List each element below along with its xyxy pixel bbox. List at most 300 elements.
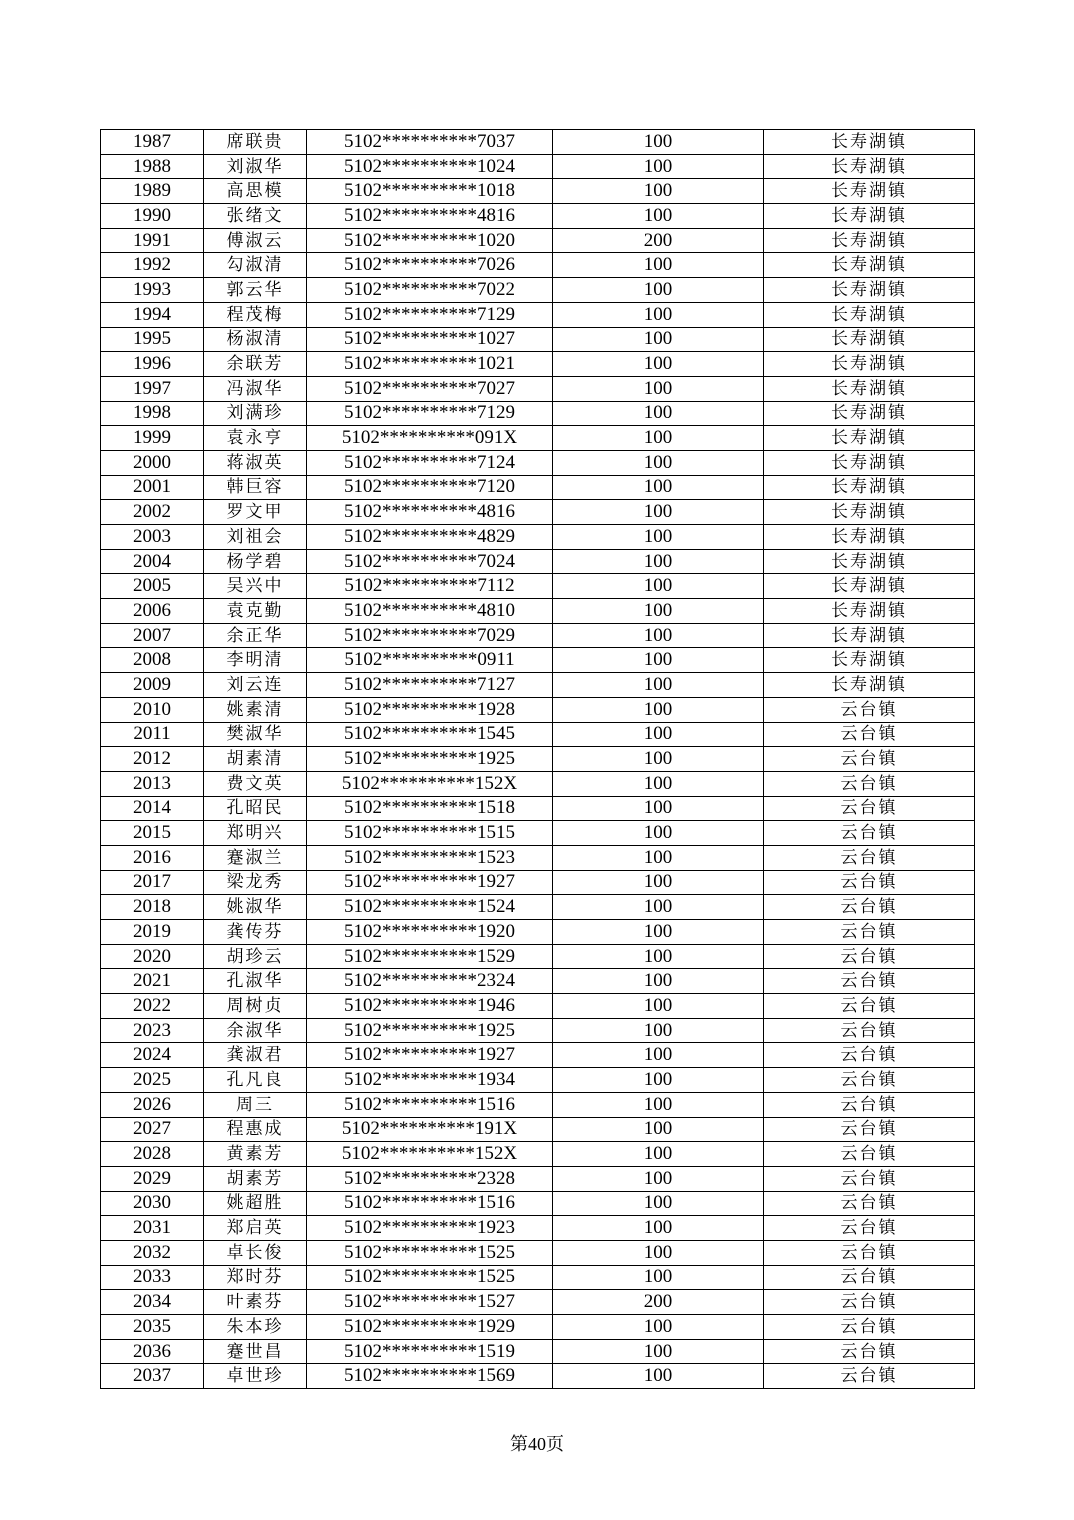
table-row — [101, 796, 975, 821]
amount-cell: 100 — [553, 920, 764, 945]
town-cell: 云台镇 — [764, 796, 975, 821]
name-cell: 刘祖会 — [204, 525, 307, 550]
table-row — [101, 994, 975, 1019]
row-number-cell: 1994 — [101, 302, 204, 327]
amount-cell: 100 — [553, 994, 764, 1019]
table-row — [101, 1043, 975, 1068]
row-number-cell: 2018 — [101, 895, 204, 920]
id-number-cell: 5102**********7127 — [307, 673, 553, 698]
id-number-cell: 5102**********7129 — [307, 401, 553, 426]
name-cell: 卓世珍 — [204, 1364, 307, 1389]
id-number-cell: 5102**********1925 — [307, 747, 553, 772]
town-cell: 云台镇 — [764, 1315, 975, 1340]
name-cell: 吴兴中 — [204, 574, 307, 599]
amount-cell: 100 — [553, 525, 764, 550]
id-number-cell: 5102**********7022 — [307, 278, 553, 303]
row-number-cell: 2030 — [101, 1191, 204, 1216]
row-number-cell: 1990 — [101, 204, 204, 229]
amount-cell: 100 — [553, 1364, 764, 1389]
table-row — [101, 1216, 975, 1241]
amount-cell: 100 — [553, 352, 764, 377]
name-cell: 胡珍云 — [204, 944, 307, 969]
table-row — [101, 525, 975, 550]
town-cell: 长寿湖镇 — [764, 599, 975, 624]
town-cell: 云台镇 — [764, 1117, 975, 1142]
amount-cell: 200 — [553, 228, 764, 253]
id-number-cell: 5102**********7037 — [307, 130, 553, 155]
id-number-cell: 5102**********1027 — [307, 327, 553, 352]
row-number-cell: 2011 — [101, 722, 204, 747]
id-number-cell: 5102**********1529 — [307, 944, 553, 969]
amount-cell: 100 — [553, 549, 764, 574]
row-number-cell: 2004 — [101, 549, 204, 574]
amount-cell: 100 — [553, 599, 764, 624]
name-cell: 卓长俊 — [204, 1240, 307, 1265]
row-number-cell: 2001 — [101, 475, 204, 500]
amount-cell: 100 — [553, 500, 764, 525]
row-number-cell: 1996 — [101, 352, 204, 377]
name-cell: 周树贞 — [204, 994, 307, 1019]
row-number-cell: 2036 — [101, 1339, 204, 1364]
amount-cell: 100 — [553, 771, 764, 796]
row-number-cell: 2026 — [101, 1092, 204, 1117]
town-cell: 云台镇 — [764, 1166, 975, 1191]
amount-cell: 100 — [553, 475, 764, 500]
town-cell: 长寿湖镇 — [764, 130, 975, 155]
row-number-cell: 2023 — [101, 1018, 204, 1043]
name-cell: 余联芳 — [204, 352, 307, 377]
table-row — [101, 1142, 975, 1167]
row-number-cell: 2027 — [101, 1117, 204, 1142]
amount-cell: 100 — [553, 1315, 764, 1340]
name-cell: 席联贵 — [204, 130, 307, 155]
town-cell: 长寿湖镇 — [764, 253, 975, 278]
town-cell: 云台镇 — [764, 1364, 975, 1389]
table-row — [101, 895, 975, 920]
table-row — [101, 1068, 975, 1093]
name-cell: 刘云连 — [204, 673, 307, 698]
amount-cell: 100 — [553, 327, 764, 352]
amount-cell: 100 — [553, 1043, 764, 1068]
amount-cell: 100 — [553, 574, 764, 599]
records-table — [100, 129, 975, 1389]
row-number-cell: 2032 — [101, 1240, 204, 1265]
name-cell: 杨淑清 — [204, 327, 307, 352]
id-number-cell: 5102**********1920 — [307, 920, 553, 945]
id-number-cell: 5102**********4829 — [307, 525, 553, 550]
id-number-cell: 5102**********4810 — [307, 599, 553, 624]
town-cell: 云台镇 — [764, 1092, 975, 1117]
town-cell: 云台镇 — [764, 1142, 975, 1167]
amount-cell: 100 — [553, 969, 764, 994]
table-row — [101, 623, 975, 648]
table-row — [101, 1117, 975, 1142]
id-number-cell: 5102**********7129 — [307, 302, 553, 327]
amount-cell: 100 — [553, 1216, 764, 1241]
name-cell: 刘满珍 — [204, 401, 307, 426]
id-number-cell: 5102**********1021 — [307, 352, 553, 377]
row-number-cell: 2002 — [101, 500, 204, 525]
town-cell: 云台镇 — [764, 747, 975, 772]
row-number-cell: 2021 — [101, 969, 204, 994]
amount-cell: 100 — [553, 1240, 764, 1265]
name-cell: 叶素芬 — [204, 1290, 307, 1315]
table-row — [101, 1290, 975, 1315]
id-number-cell: 5102**********2328 — [307, 1166, 553, 1191]
amount-cell: 100 — [553, 648, 764, 673]
name-cell: 孔昭民 — [204, 796, 307, 821]
row-number-cell: 2014 — [101, 796, 204, 821]
id-number-cell: 5102**********7112 — [307, 574, 553, 599]
table-row — [101, 1339, 975, 1364]
amount-cell: 100 — [553, 450, 764, 475]
name-cell: 蒋淑英 — [204, 450, 307, 475]
amount-cell: 100 — [553, 401, 764, 426]
id-number-cell: 5102**********1020 — [307, 228, 553, 253]
table-row — [101, 154, 975, 179]
row-number-cell: 2003 — [101, 525, 204, 550]
name-cell: 胡素芳 — [204, 1166, 307, 1191]
town-cell: 长寿湖镇 — [764, 352, 975, 377]
name-cell: 傅淑云 — [204, 228, 307, 253]
name-cell: 黄素芳 — [204, 1142, 307, 1167]
name-cell: 周三 — [204, 1092, 307, 1117]
town-cell: 长寿湖镇 — [764, 673, 975, 698]
name-cell: 郑启英 — [204, 1216, 307, 1241]
name-cell: 姚素清 — [204, 697, 307, 722]
table-row — [101, 204, 975, 229]
table-row — [101, 1092, 975, 1117]
name-cell: 梁龙秀 — [204, 870, 307, 895]
id-number-cell: 5102**********1545 — [307, 722, 553, 747]
amount-cell: 100 — [553, 821, 764, 846]
row-number-cell: 2016 — [101, 845, 204, 870]
town-cell: 云台镇 — [764, 1216, 975, 1241]
town-cell: 云台镇 — [764, 1290, 975, 1315]
table-row — [101, 1240, 975, 1265]
id-number-cell: 5102**********152X — [307, 771, 553, 796]
name-cell: 高思模 — [204, 179, 307, 204]
name-cell: 勾淑清 — [204, 253, 307, 278]
row-number-cell: 1989 — [101, 179, 204, 204]
row-number-cell: 2009 — [101, 673, 204, 698]
row-number-cell: 2019 — [101, 920, 204, 945]
id-number-cell: 5102**********1527 — [307, 1290, 553, 1315]
town-cell: 云台镇 — [764, 1265, 975, 1290]
town-cell: 长寿湖镇 — [764, 228, 975, 253]
name-cell: 孔淑华 — [204, 969, 307, 994]
name-cell: 李明清 — [204, 648, 307, 673]
amount-cell: 100 — [553, 1339, 764, 1364]
row-number-cell: 2029 — [101, 1166, 204, 1191]
name-cell: 冯淑华 — [204, 376, 307, 401]
amount-cell: 100 — [553, 673, 764, 698]
town-cell: 云台镇 — [764, 697, 975, 722]
amount-cell: 100 — [553, 722, 764, 747]
row-number-cell: 1997 — [101, 376, 204, 401]
id-number-cell: 5102**********152X — [307, 1142, 553, 1167]
amount-cell: 100 — [553, 154, 764, 179]
amount-cell: 100 — [553, 1191, 764, 1216]
town-cell: 云台镇 — [764, 870, 975, 895]
table-row — [101, 376, 975, 401]
name-cell: 程茂梅 — [204, 302, 307, 327]
table-row — [101, 821, 975, 846]
id-number-cell: 5102**********1516 — [307, 1191, 553, 1216]
id-number-cell: 5102**********1518 — [307, 796, 553, 821]
row-number-cell: 2034 — [101, 1290, 204, 1315]
name-cell: 胡素清 — [204, 747, 307, 772]
name-cell: 龚淑君 — [204, 1043, 307, 1068]
town-cell: 长寿湖镇 — [764, 549, 975, 574]
amount-cell: 100 — [553, 845, 764, 870]
amount-cell: 100 — [553, 426, 764, 451]
id-number-cell: 5102**********7120 — [307, 475, 553, 500]
row-number-cell: 1999 — [101, 426, 204, 451]
id-number-cell: 5102**********7124 — [307, 450, 553, 475]
table-row — [101, 500, 975, 525]
row-number-cell: 1992 — [101, 253, 204, 278]
amount-cell: 100 — [553, 1166, 764, 1191]
town-cell: 长寿湖镇 — [764, 500, 975, 525]
amount-cell: 100 — [553, 130, 764, 155]
table-row — [101, 352, 975, 377]
table-row — [101, 253, 975, 278]
table-row — [101, 722, 975, 747]
name-cell: 袁永亨 — [204, 426, 307, 451]
town-cell: 长寿湖镇 — [764, 475, 975, 500]
amount-cell: 100 — [553, 302, 764, 327]
row-number-cell: 1995 — [101, 327, 204, 352]
name-cell: 蹇淑兰 — [204, 845, 307, 870]
amount-cell: 100 — [553, 376, 764, 401]
table-row — [101, 426, 975, 451]
table-row — [101, 1166, 975, 1191]
town-cell: 云台镇 — [764, 994, 975, 1019]
name-cell: 龚传芬 — [204, 920, 307, 945]
town-cell: 长寿湖镇 — [764, 302, 975, 327]
town-cell: 云台镇 — [764, 1339, 975, 1364]
id-number-cell: 5102**********1929 — [307, 1315, 553, 1340]
row-number-cell: 2006 — [101, 599, 204, 624]
amount-cell: 100 — [553, 697, 764, 722]
name-cell: 樊淑华 — [204, 722, 307, 747]
town-cell: 长寿湖镇 — [764, 376, 975, 401]
row-number-cell: 2010 — [101, 697, 204, 722]
town-cell: 长寿湖镇 — [764, 623, 975, 648]
amount-cell: 100 — [553, 1068, 764, 1093]
id-number-cell: 5102**********1525 — [307, 1240, 553, 1265]
name-cell: 朱本珍 — [204, 1315, 307, 1340]
name-cell: 郭云华 — [204, 278, 307, 303]
town-cell: 长寿湖镇 — [764, 574, 975, 599]
id-number-cell: 5102**********1515 — [307, 821, 553, 846]
id-number-cell: 5102**********1018 — [307, 179, 553, 204]
name-cell: 郑时芬 — [204, 1265, 307, 1290]
amount-cell: 100 — [553, 944, 764, 969]
row-number-cell: 1998 — [101, 401, 204, 426]
table-row — [101, 1265, 975, 1290]
row-number-cell: 2007 — [101, 623, 204, 648]
id-number-cell: 5102**********7024 — [307, 549, 553, 574]
name-cell: 余正华 — [204, 623, 307, 648]
id-number-cell: 5102**********1569 — [307, 1364, 553, 1389]
table-row — [101, 697, 975, 722]
name-cell: 罗文甲 — [204, 500, 307, 525]
town-cell: 云台镇 — [764, 771, 975, 796]
id-number-cell: 5102**********091X — [307, 426, 553, 451]
town-cell: 长寿湖镇 — [764, 327, 975, 352]
id-number-cell: 5102**********7029 — [307, 623, 553, 648]
town-cell: 长寿湖镇 — [764, 278, 975, 303]
amount-cell: 200 — [553, 1290, 764, 1315]
town-cell: 云台镇 — [764, 1043, 975, 1068]
table-row — [101, 401, 975, 426]
id-number-cell: 5102**********1927 — [307, 1043, 553, 1068]
row-number-cell: 2000 — [101, 450, 204, 475]
table-row — [101, 278, 975, 303]
name-cell: 孔凡良 — [204, 1068, 307, 1093]
name-cell: 张绪文 — [204, 204, 307, 229]
name-cell: 杨学碧 — [204, 549, 307, 574]
amount-cell: 100 — [553, 253, 764, 278]
row-number-cell: 2033 — [101, 1265, 204, 1290]
amount-cell: 100 — [553, 623, 764, 648]
town-cell: 长寿湖镇 — [764, 648, 975, 673]
amount-cell: 100 — [553, 796, 764, 821]
row-number-cell: 2037 — [101, 1364, 204, 1389]
name-cell: 姚超胜 — [204, 1191, 307, 1216]
town-cell: 云台镇 — [764, 1240, 975, 1265]
table-row — [101, 969, 975, 994]
name-cell: 费文英 — [204, 771, 307, 796]
town-cell: 长寿湖镇 — [764, 450, 975, 475]
town-cell: 长寿湖镇 — [764, 401, 975, 426]
id-number-cell: 5102**********1523 — [307, 845, 553, 870]
name-cell: 蹇世昌 — [204, 1339, 307, 1364]
records-body — [101, 130, 975, 1389]
id-number-cell: 5102**********7026 — [307, 253, 553, 278]
amount-cell: 100 — [553, 1142, 764, 1167]
town-cell: 云台镇 — [764, 845, 975, 870]
table-row — [101, 302, 975, 327]
id-number-cell: 5102**********1928 — [307, 697, 553, 722]
id-number-cell: 5102**********7027 — [307, 376, 553, 401]
town-cell: 长寿湖镇 — [764, 179, 975, 204]
id-number-cell: 5102**********2324 — [307, 969, 553, 994]
name-cell: 韩巨容 — [204, 475, 307, 500]
table-row — [101, 920, 975, 945]
row-number-cell: 2022 — [101, 994, 204, 1019]
id-number-cell: 5102**********4816 — [307, 500, 553, 525]
table-row — [101, 673, 975, 698]
name-cell: 郑明兴 — [204, 821, 307, 846]
row-number-cell: 2015 — [101, 821, 204, 846]
row-number-cell: 1991 — [101, 228, 204, 253]
id-number-cell: 5102**********1525 — [307, 1265, 553, 1290]
table-row — [101, 228, 975, 253]
town-cell: 长寿湖镇 — [764, 204, 975, 229]
id-number-cell: 5102**********1946 — [307, 994, 553, 1019]
row-number-cell: 2005 — [101, 574, 204, 599]
table-row — [101, 1018, 975, 1043]
town-cell: 云台镇 — [764, 1018, 975, 1043]
table-row — [101, 179, 975, 204]
row-number-cell: 2013 — [101, 771, 204, 796]
row-number-cell: 1987 — [101, 130, 204, 155]
table-row — [101, 574, 975, 599]
table-row — [101, 327, 975, 352]
town-cell: 云台镇 — [764, 969, 975, 994]
table-row — [101, 648, 975, 673]
town-cell: 云台镇 — [764, 895, 975, 920]
amount-cell: 100 — [553, 895, 764, 920]
table-row — [101, 870, 975, 895]
name-cell: 刘淑华 — [204, 154, 307, 179]
town-cell: 长寿湖镇 — [764, 426, 975, 451]
id-number-cell: 5102**********1519 — [307, 1339, 553, 1364]
amount-cell: 100 — [553, 179, 764, 204]
amount-cell: 100 — [553, 1117, 764, 1142]
row-number-cell: 2012 — [101, 747, 204, 772]
name-cell: 余淑华 — [204, 1018, 307, 1043]
town-cell: 云台镇 — [764, 1068, 975, 1093]
name-cell: 袁克勤 — [204, 599, 307, 624]
town-cell: 云台镇 — [764, 920, 975, 945]
page-number: 第40页 — [510, 1434, 564, 1454]
amount-cell: 100 — [553, 1018, 764, 1043]
row-number-cell: 2031 — [101, 1216, 204, 1241]
amount-cell: 100 — [553, 747, 764, 772]
town-cell: 云台镇 — [764, 944, 975, 969]
id-number-cell: 5102**********1024 — [307, 154, 553, 179]
row-number-cell: 1988 — [101, 154, 204, 179]
amount-cell: 100 — [553, 870, 764, 895]
town-cell: 云台镇 — [764, 722, 975, 747]
id-number-cell: 5102**********191X — [307, 1117, 553, 1142]
name-cell: 程惠成 — [204, 1117, 307, 1142]
id-number-cell: 5102**********4816 — [307, 204, 553, 229]
table-row — [101, 944, 975, 969]
row-number-cell: 2035 — [101, 1315, 204, 1340]
id-number-cell: 5102**********1927 — [307, 870, 553, 895]
table-row — [101, 475, 975, 500]
table-row — [101, 1364, 975, 1389]
row-number-cell: 2024 — [101, 1043, 204, 1068]
table-row — [101, 599, 975, 624]
table-row — [101, 130, 975, 155]
town-cell: 长寿湖镇 — [764, 154, 975, 179]
row-number-cell: 2008 — [101, 648, 204, 673]
table-row — [101, 1315, 975, 1340]
amount-cell: 100 — [553, 1092, 764, 1117]
table-row — [101, 450, 975, 475]
id-number-cell: 5102**********0911 — [307, 648, 553, 673]
amount-cell: 100 — [553, 1265, 764, 1290]
table-row — [101, 1191, 975, 1216]
id-number-cell: 5102**********1923 — [307, 1216, 553, 1241]
table-row — [101, 549, 975, 574]
table-row — [101, 845, 975, 870]
amount-cell: 100 — [553, 278, 764, 303]
id-number-cell: 5102**********1524 — [307, 895, 553, 920]
id-number-cell: 5102**********1516 — [307, 1092, 553, 1117]
town-cell: 云台镇 — [764, 821, 975, 846]
row-number-cell: 2028 — [101, 1142, 204, 1167]
town-cell: 长寿湖镇 — [764, 525, 975, 550]
row-number-cell: 2025 — [101, 1068, 204, 1093]
town-cell: 云台镇 — [764, 1191, 975, 1216]
